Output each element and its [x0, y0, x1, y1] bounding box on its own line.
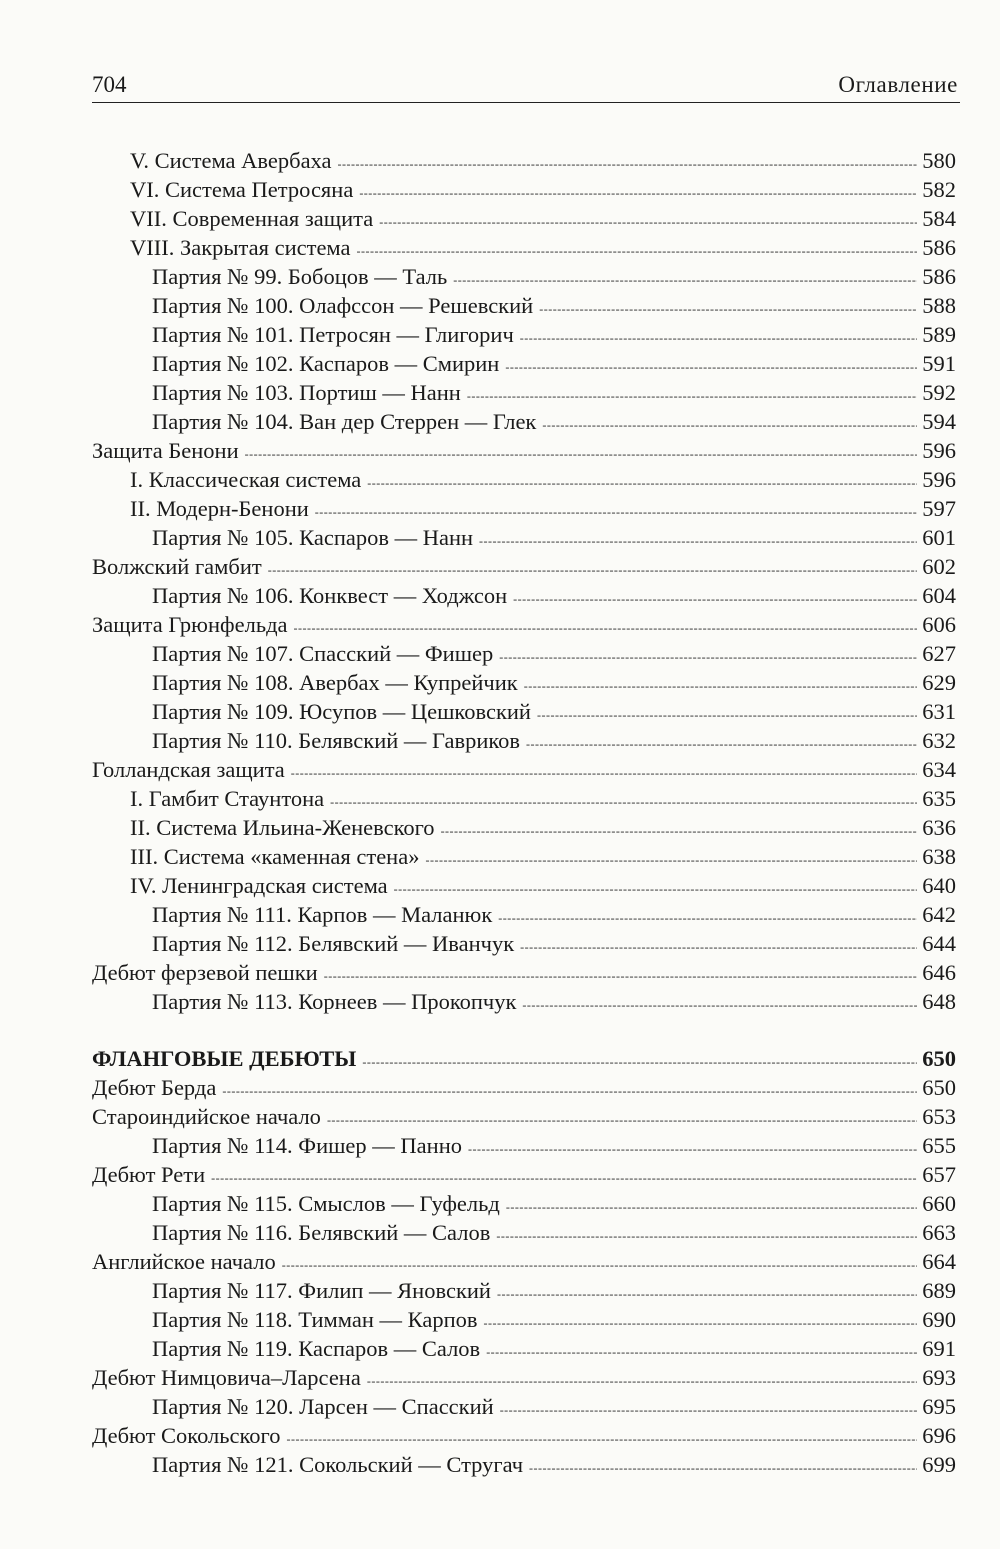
toc-entry-page: 602 — [922, 554, 956, 579]
toc-entry-title: Голландская защита — [92, 757, 285, 782]
toc-entry-page: 689 — [922, 1278, 956, 1303]
table-of-contents — [92, 146, 956, 1479]
toc-entry — [92, 610, 956, 639]
toc-entry-title: Партия № 102. Каспаров — Смирин — [152, 351, 500, 376]
dot-leader — [499, 643, 917, 672]
toc-entry-page: 691 — [922, 1336, 956, 1361]
toc-entry-title: Дебют Берда — [92, 1075, 217, 1100]
toc-entry — [92, 1392, 956, 1421]
dot-leader — [291, 759, 917, 788]
toc-entry-title: VII. Современная защита — [130, 206, 374, 231]
running-title: Оглавление — [838, 72, 958, 97]
toc-entry — [92, 987, 956, 1016]
toc-entry — [92, 349, 956, 378]
dot-leader — [486, 1338, 917, 1367]
toc-entry-page: 650 — [922, 1075, 956, 1100]
toc-entry-page: 596 — [922, 467, 956, 492]
toc-entry-title: Партия № 103. Портиш — Нанн — [152, 380, 461, 405]
toc-entry — [92, 465, 956, 494]
dot-leader — [542, 411, 917, 440]
toc-entry — [92, 523, 956, 552]
toc-entry-title: VI. Система Петросяна — [130, 177, 354, 202]
dot-leader — [367, 469, 917, 498]
dot-leader — [506, 1193, 917, 1222]
toc-entry-page: 586 — [922, 264, 956, 289]
toc-entry — [92, 1421, 956, 1450]
toc-entry-title: Волжский гамбит — [92, 554, 262, 579]
toc-entry-title: Английское начало — [92, 1249, 276, 1274]
toc-entry-page: 582 — [922, 177, 956, 202]
toc-entry-page: 648 — [922, 989, 956, 1014]
dot-leader — [520, 324, 917, 353]
toc-entry — [92, 262, 956, 291]
toc-entry-page: 693 — [922, 1365, 956, 1390]
toc-entry — [92, 1160, 956, 1189]
toc-entry — [92, 697, 956, 726]
toc-entry-title: Партия № 114. Фишер — Панно — [152, 1133, 462, 1158]
toc-entry — [92, 1218, 956, 1247]
toc-entry — [92, 320, 956, 349]
dot-leader — [537, 701, 917, 730]
toc-entry — [92, 1363, 956, 1392]
toc-entry — [92, 668, 956, 697]
toc-entry-page: 588 — [922, 293, 956, 318]
toc-entry-title: Партия № 116. Белявский — Салов — [152, 1220, 491, 1245]
toc-entry — [92, 494, 956, 523]
page-header — [92, 66, 960, 103]
toc-entry-page: 596 — [922, 438, 956, 463]
toc-entry-title: Партия № 118. Тимман — Карпов — [152, 1307, 478, 1332]
dot-leader — [362, 1048, 917, 1077]
toc-entry — [92, 378, 956, 407]
toc-entry-page: 690 — [922, 1307, 956, 1332]
dot-leader — [513, 585, 917, 614]
toc-entry-page: 589 — [922, 322, 956, 347]
toc-entry — [92, 1044, 956, 1073]
dot-leader — [468, 1135, 917, 1164]
toc-entry — [92, 552, 956, 581]
toc-entry — [92, 407, 956, 436]
toc-entry-title: Дебют Нимцовича–Ларсена — [92, 1365, 361, 1390]
toc-entry-page: 640 — [922, 873, 956, 898]
toc-entry-page: 627 — [922, 641, 956, 666]
toc-entry-page: 634 — [922, 757, 956, 782]
toc-entry — [92, 175, 956, 204]
dot-leader — [338, 150, 918, 179]
toc-entry-page: 644 — [922, 931, 956, 956]
toc-entry — [92, 1450, 956, 1479]
dot-leader — [497, 1280, 917, 1309]
toc-entry-title: I. Классическая система — [130, 467, 362, 492]
toc-entry-page: 636 — [922, 815, 956, 840]
dot-leader — [505, 353, 917, 382]
toc-entry-title: Дебют Рети — [92, 1162, 206, 1187]
toc-entry-page: 632 — [922, 728, 956, 753]
toc-entry-title: Партия № 112. Белявский — Иванчук — [152, 931, 515, 956]
toc-entry — [92, 436, 956, 465]
dot-leader — [359, 179, 917, 208]
toc-entry-title: Партия № 121. Сокольский — Стругач — [152, 1452, 524, 1477]
toc-entry-page: 592 — [922, 380, 956, 405]
toc-entry-page: 650 — [922, 1046, 956, 1071]
dot-leader — [539, 295, 917, 324]
toc-entry-title: Партия № 115. Смыслов — Гуфельд — [152, 1191, 500, 1216]
page-number: 704 — [92, 72, 127, 97]
toc-entry — [92, 958, 956, 987]
toc-entry-page: 584 — [922, 206, 956, 231]
toc-entry-page: 642 — [922, 902, 956, 927]
toc-entry — [92, 146, 956, 175]
toc-entry-title: Староиндийское начало — [92, 1104, 321, 1129]
section-gap — [92, 1016, 956, 1044]
toc-entry-title: III. Система «каменная стена» — [130, 844, 420, 869]
dot-leader — [483, 1309, 917, 1338]
toc-entry-page: 696 — [922, 1423, 956, 1448]
dot-leader — [425, 846, 917, 875]
toc-entry-page: 586 — [922, 235, 956, 260]
dot-leader — [500, 1396, 918, 1425]
toc-entry-page: 657 — [922, 1162, 956, 1187]
toc-entry-page: 664 — [922, 1249, 956, 1274]
toc-entry-page: 601 — [922, 525, 956, 550]
toc-entry-page: 591 — [922, 351, 956, 376]
toc-entry-page: 660 — [922, 1191, 956, 1216]
toc-entry-title: Партия № 104. Ван дер Стеррен — Глек — [152, 409, 537, 434]
toc-entry-title: Дебют Сокольского — [92, 1423, 281, 1448]
toc-entry-page: 699 — [922, 1452, 956, 1477]
toc-entry — [92, 1073, 956, 1102]
toc-entry — [92, 204, 956, 233]
toc-entry-title: Партия № 111. Карпов — Маланюк — [152, 902, 493, 927]
toc-entry — [92, 1102, 956, 1131]
toc-entry — [92, 842, 956, 871]
dot-leader — [526, 730, 917, 759]
toc-entry-page: 629 — [922, 670, 956, 695]
toc-entry-page: 580 — [922, 148, 956, 173]
toc-entry — [92, 291, 956, 320]
toc-entry-title: Партия № 100. Олафссон — Решевский — [152, 293, 534, 318]
dot-leader — [529, 1454, 917, 1483]
toc-entry-page: 638 — [922, 844, 956, 869]
dot-leader — [498, 904, 917, 933]
dot-leader — [522, 991, 917, 1020]
toc-entry-page: 646 — [922, 960, 956, 985]
toc-entry — [92, 755, 956, 784]
toc-entry-title: Защита Грюнфельда — [92, 612, 288, 637]
toc-entry-page: 597 — [922, 496, 956, 521]
toc-entry-page: 663 — [922, 1220, 956, 1245]
dot-leader — [441, 817, 918, 846]
toc-entry — [92, 639, 956, 668]
toc-entry-page: 695 — [922, 1394, 956, 1419]
toc-entry — [92, 1247, 956, 1276]
toc-entry — [92, 1276, 956, 1305]
toc-entry-title: Партия № 119. Каспаров — Салов — [152, 1336, 481, 1361]
toc-entry-title: V. Система Авербаха — [130, 148, 332, 173]
dot-leader — [379, 208, 917, 237]
toc-entry-title: Партия № 109. Юсупов — Цешковский — [152, 699, 531, 724]
toc-entry — [92, 871, 956, 900]
toc-entry-title: VIII. Закрытая система — [130, 235, 351, 260]
toc-entry-title: Партия № 107. Спасский — Фишер — [152, 641, 494, 666]
dot-leader — [479, 527, 917, 556]
toc-entry-title: Партия № 113. Корнеев — Прокопчук — [152, 989, 517, 1014]
toc-entry — [92, 1305, 956, 1334]
toc-entry-title: Партия № 110. Белявский — Гавриков — [152, 728, 521, 753]
dot-leader — [496, 1222, 917, 1251]
toc-entry — [92, 900, 956, 929]
dot-leader — [524, 672, 918, 701]
toc-entry-page: 604 — [922, 583, 956, 608]
toc-entry — [92, 813, 956, 842]
toc-entry — [92, 726, 956, 755]
toc-entry-title: Партия № 101. Петросян — Глигорич — [152, 322, 514, 347]
toc-entry — [92, 1334, 956, 1363]
toc-entry-title: I. Гамбит Стаунтона — [130, 786, 325, 811]
toc-entry-page: 631 — [922, 699, 956, 724]
toc-entry-page: 655 — [922, 1133, 956, 1158]
toc-entry — [92, 1189, 956, 1218]
toc-entry-title: II. Модерн-Бенони — [130, 496, 309, 521]
toc-entry — [92, 233, 956, 262]
toc-entry-title: II. Система Ильина-Женевского — [130, 815, 435, 840]
toc-entry-title: Партия № 120. Ларсен — Спасский — [152, 1394, 494, 1419]
toc-entry-title: Защита Бенони — [92, 438, 239, 463]
toc-entry-title: ФЛАНГОВЫЕ ДЕБЮТЫ — [92, 1046, 357, 1071]
toc-entry-page: 635 — [922, 786, 956, 811]
toc-entry-title: IV. Ленинградская система — [130, 873, 388, 898]
toc-entry-title: Партия № 105. Каспаров — Нанн — [152, 525, 474, 550]
toc-entry-title: Дебют ферзевой пешки — [92, 960, 318, 985]
toc-entry — [92, 1131, 956, 1160]
dot-leader — [520, 933, 917, 962]
toc-entry — [92, 929, 956, 958]
toc-entry-title: Партия № 99. Бобоцов — Таль — [152, 264, 448, 289]
toc-entry-title: Партия № 117. Филип — Яновский — [152, 1278, 491, 1303]
toc-entry-title: Партия № 106. Конквест — Ходжсон — [152, 583, 508, 608]
toc-entry-page: 606 — [922, 612, 956, 637]
toc-entry — [92, 784, 956, 813]
toc-entry-page: 653 — [922, 1104, 956, 1129]
toc-entry-title: Партия № 108. Авербах — Купрейчик — [152, 670, 518, 695]
toc-entry — [92, 581, 956, 610]
toc-entry-page: 594 — [922, 409, 956, 434]
